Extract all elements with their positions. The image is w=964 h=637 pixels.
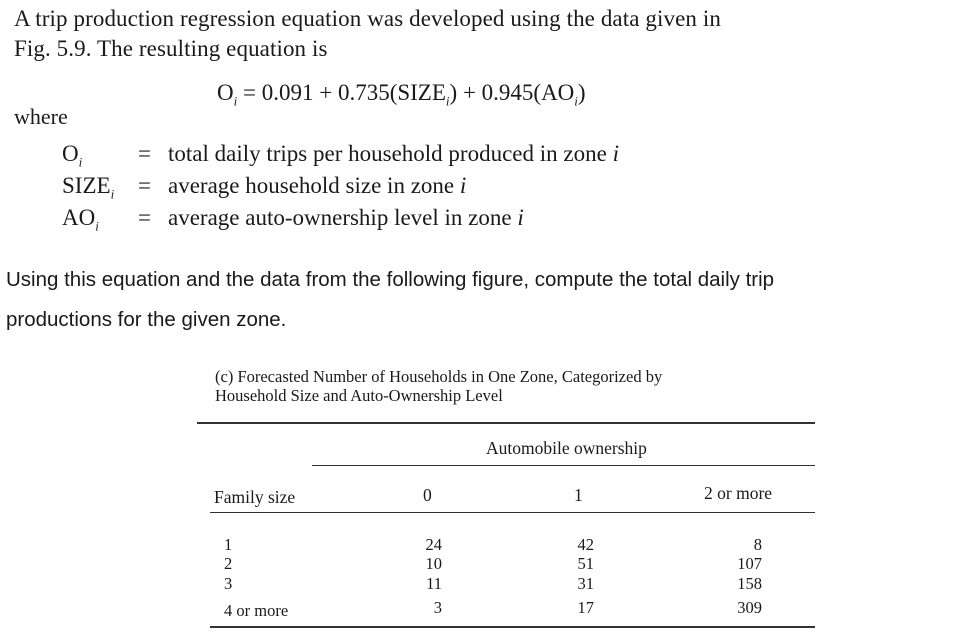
definition-variable: [62, 205, 99, 235]
table-cell: 3: [433, 598, 442, 617]
table-cell: 11: [426, 574, 442, 593]
equation-size-subscript: i: [445, 93, 450, 109]
equation-ao-subscript: i: [574, 93, 578, 109]
question-line-1: Using this equation and the data from the following figure, compute the total daily trip: [6, 268, 775, 291]
regression-equation: [217, 80, 586, 110]
definition-text: [168, 205, 524, 231]
variable-name: AO: [62, 205, 96, 230]
definition-description: average household size in zone: [168, 173, 460, 198]
where-label: where: [14, 104, 68, 129]
variable-subscript: i: [78, 154, 83, 170]
table-top-rule: [197, 422, 815, 424]
variable-subscript: i: [110, 186, 115, 202]
equation-rhs-part-b: ) + 0.945(AO: [449, 80, 575, 105]
equation-lhs-subscript: i: [233, 93, 238, 109]
table-row-label: 4 or more: [224, 601, 289, 620]
definition-text: [168, 141, 619, 167]
table-cell: 10: [425, 554, 442, 573]
table-cell: 17: [577, 598, 594, 617]
intro-line-1: A trip production regression equation was developed using the data given in: [14, 6, 721, 31]
definition-equals: =: [138, 173, 151, 198]
equation-lhs: O: [217, 80, 234, 105]
column-header-1: 1: [574, 485, 583, 505]
table-caption-line-2: Household Size and Auto-Ownership Level: [215, 386, 503, 405]
equation-rhs-part-c: ): [577, 80, 586, 105]
header-bottom-rule: [210, 512, 815, 513]
variable-subscript: i: [95, 218, 99, 234]
table-cell: 158: [737, 574, 762, 593]
table-row-label: 1: [224, 535, 233, 554]
intro-line-2: Fig. 5.9. The resulting equation is: [14, 36, 328, 61]
column-header-0: 0: [423, 485, 432, 505]
column-header-2-or-more: 2 or more: [704, 483, 773, 503]
variable-name: O: [62, 141, 79, 166]
table-cell: 8: [753, 535, 762, 554]
definition-text: [168, 173, 466, 199]
definition-equals: =: [138, 205, 151, 230]
table-cell: 107: [737, 554, 762, 573]
table-bottom-rule: [210, 626, 815, 628]
table-row-label: 3: [224, 574, 233, 593]
table-cell: 31: [577, 574, 594, 593]
definition-description: average auto-ownership level in zone: [168, 205, 518, 230]
row-header-family-size: Family size: [214, 487, 296, 507]
zone-symbol: i: [612, 141, 619, 166]
question-line-2: productions for the given zone.: [6, 308, 287, 331]
zone-symbol: i: [517, 205, 524, 230]
table-caption-line-1: (c) Forecasted Number of Households in One Zone, Categorized by: [215, 367, 663, 386]
table-cell: 24: [425, 535, 442, 554]
group-header-automobile-ownership: Automobile ownership: [486, 438, 647, 458]
table-cell: 51: [577, 554, 594, 573]
table-cell: 309: [737, 598, 762, 617]
table-row-label: 2: [224, 554, 233, 573]
definition-variable: [62, 173, 114, 203]
equation-rhs-part-a: = 0.091 + 0.735(SIZE: [237, 80, 446, 105]
table-cell: 42: [577, 535, 594, 554]
zone-symbol: i: [459, 173, 467, 198]
definition-description: total daily trips per household produced in zone: [168, 141, 613, 166]
definition-equals: =: [138, 141, 151, 166]
definition-variable: [62, 141, 82, 171]
variable-name: SIZE: [62, 173, 111, 198]
group-header-rule: [312, 465, 815, 466]
